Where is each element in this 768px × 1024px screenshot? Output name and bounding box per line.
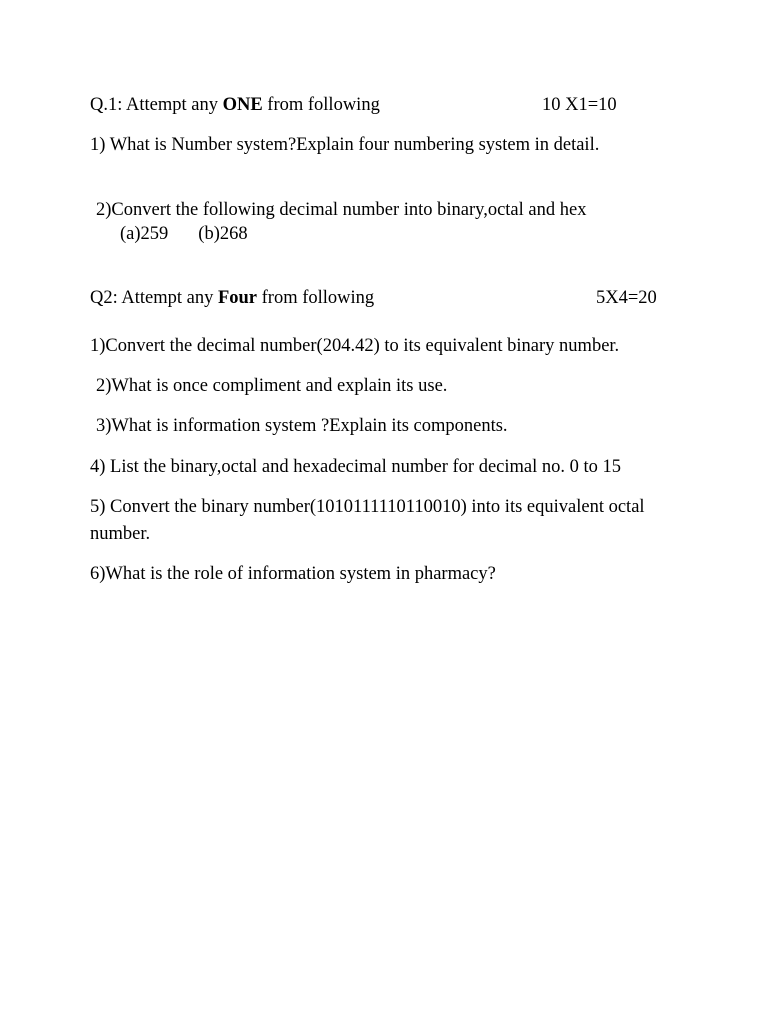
q1-heading xyxy=(90,92,380,119)
q2-item-3: 3)What is information system ?Explain its components. xyxy=(96,416,508,436)
q2-marks: 5X4=20 xyxy=(596,288,657,308)
q1-item-2-subparts xyxy=(120,221,248,248)
q2-heading-suffix: from following xyxy=(257,288,375,308)
q1-item-2: 2)Convert the following decimal number into binary,octal and hex xyxy=(96,200,587,220)
q1-heading-emphasis: ONE xyxy=(222,95,263,115)
q1-item-1: 1) What is Number system?Explain four numbering system in detail. xyxy=(90,135,600,155)
q2-item-4: 4) List the binary,octal and hexadecimal number for decimal no. 0 to 15 xyxy=(90,457,622,477)
q1-subpart-b: (b)268 xyxy=(198,224,248,244)
q2-item-1: 1)Convert the decimal number(204.42) to its equivalent binary number. xyxy=(90,336,620,356)
q1-heading-suffix: from following xyxy=(262,95,380,115)
q1-heading-prefix: Q.1: Attempt any xyxy=(90,95,223,115)
q2-item-5: 5) Convert the binary number(1010111110110010) into its equivalent octal number. xyxy=(90,497,645,544)
q2-heading xyxy=(90,285,374,312)
q1-marks: 10 X1=10 xyxy=(542,95,617,115)
q2-heading-emphasis: Four xyxy=(217,288,258,308)
q2-item-6: 6)What is the role of information system in pharmacy? xyxy=(90,564,496,584)
q2-heading-prefix: Q2: Attempt any xyxy=(90,288,218,308)
q2-item-2: 2)What is once compliment and explain its use. xyxy=(96,376,448,396)
q1-subpart-a: (a)259 xyxy=(120,224,169,244)
